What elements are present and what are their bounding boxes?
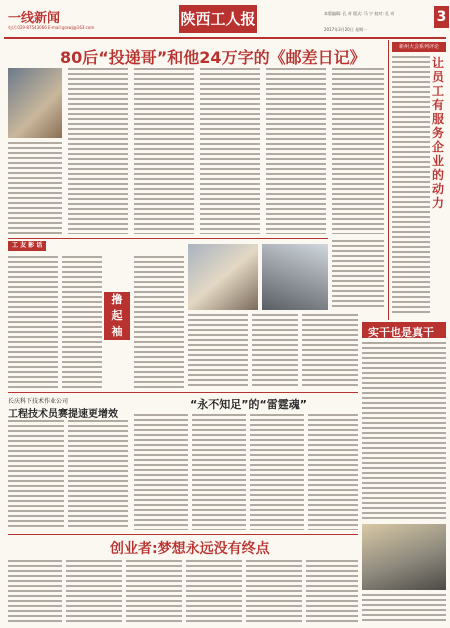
section-name: 一线新闻 (8, 11, 61, 26)
story3-title: 工程技术员赛提速更增效 (8, 409, 118, 420)
column-text-col1 (8, 256, 58, 388)
middle-text-col2 (252, 314, 298, 388)
lead-photo (8, 68, 62, 138)
story4-text-col1 (134, 414, 188, 530)
story2-text (362, 342, 446, 520)
contact-info: 电话:029-87543066 E-mail:grxwj@163.com (8, 25, 95, 30)
story5-text-col4 (186, 560, 242, 622)
column-text-col3 (134, 256, 184, 388)
story3-text-col1 (8, 420, 64, 530)
section-rule-1 (8, 238, 328, 239)
story2-title: 实干也是真干 (368, 326, 434, 339)
story3-text-col2 (68, 420, 128, 530)
masthead (4, 3, 446, 39)
lead-text-col3 (134, 68, 194, 234)
story2-caption (362, 594, 446, 622)
column-divider (388, 40, 389, 320)
commentary-body (332, 238, 384, 239)
seal-char-2: 起 (111, 309, 123, 322)
section-rule-2 (8, 392, 358, 393)
commentary-text-col1 (392, 56, 430, 316)
column-text-col2 (62, 256, 102, 388)
lead-text-col4 (200, 68, 260, 234)
middle-photo-2 (262, 244, 328, 310)
story4-text-col2 (192, 414, 246, 530)
column-seal (104, 292, 130, 340)
lead-text-col2 (68, 68, 128, 234)
story4-title: “永不知足”的“雷霆魂” (190, 398, 307, 411)
story5-title: 创业者:梦想永远没有终点 (110, 541, 270, 557)
section-rule-3 (8, 534, 358, 535)
editor-info: 本版编辑: 孔 奇 版式: 马 宁 校对: 孔 奇 (324, 11, 395, 16)
commentary-title: 让员工有服务企业的动力 (432, 56, 445, 210)
seal-char-1: 撸 (111, 293, 123, 306)
story5-text-col2 (66, 560, 122, 622)
newspaper-logo: 陕西工人报 (179, 5, 257, 33)
story3-kicker: 长庆科下技术作业公司 (8, 398, 69, 405)
middle-text-col1 (188, 314, 248, 388)
issue-date: 2017年3月20日 星期一 (324, 27, 368, 32)
commentary-label: 新州大会系列评论 (392, 42, 446, 52)
lead-title: 80后“投递哥”和他24万字的《邮差日记》 (60, 48, 366, 67)
story5-text-col1 (8, 560, 62, 622)
story4-text-col3 (250, 414, 304, 530)
column-label: 工 友 影 话 (8, 241, 46, 251)
story5-text-col6 (306, 560, 358, 622)
story5-text-col3 (126, 560, 182, 622)
commentary-text-wide (332, 240, 384, 310)
seal-char-3: 袖 (111, 325, 123, 338)
story5-text-col5 (246, 560, 302, 622)
middle-photo-1 (188, 244, 258, 310)
page-number: 3 (434, 6, 449, 28)
lead-text-col1 (8, 142, 62, 234)
story4-text-col4 (308, 414, 358, 530)
story2-photo (362, 524, 446, 590)
middle-text-col3 (302, 314, 358, 388)
lead-text-col6 (332, 68, 384, 234)
lead-text-col5 (266, 68, 326, 234)
